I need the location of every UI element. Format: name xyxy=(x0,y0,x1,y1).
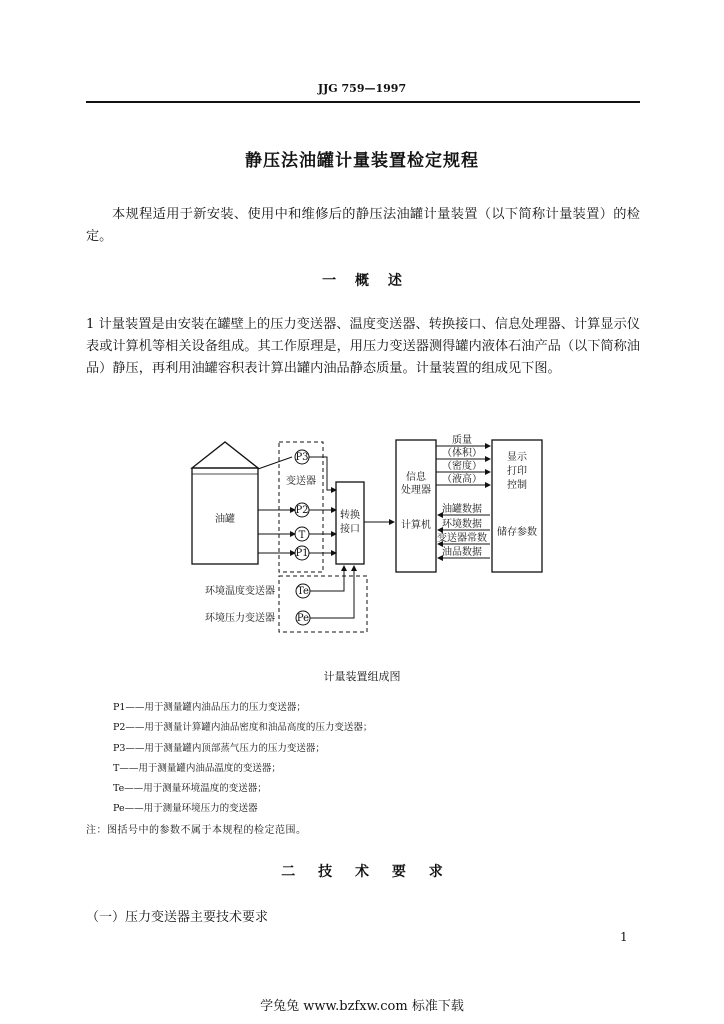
output-1: 质量 xyxy=(452,435,472,446)
page-number: 1 xyxy=(620,930,628,944)
standard-code: JJG 759—1997 xyxy=(317,82,407,95)
display-label-1: 显示 xyxy=(507,452,527,463)
p2-symbol: P2 xyxy=(295,505,309,516)
input-2: 环境数据 xyxy=(442,519,482,530)
display-label-3: 控制 xyxy=(507,480,527,491)
input-1: 油罐数据 xyxy=(442,504,482,515)
header-rule xyxy=(86,101,640,103)
subsection1-heading: （一）压力变送器主要技术要求 xyxy=(86,910,269,925)
clause1-paragraph: 1 计量装置是由安装在罐壁上的压力变送器、温度变送器、转换接口、信息处理器、计算显示仪表或计算机等相关设备组成。其工作原理是，用压力变送器测得罐内液体石油产品（以下简称油品）静压，再利用油罐容积表计算出罐内油品静态质量。计量装置的组成见下图。 xyxy=(86,317,640,376)
p1-symbol: P1 xyxy=(295,548,309,559)
processor-label-1: 信息 xyxy=(406,472,426,483)
output-4: （液高） xyxy=(442,474,482,485)
processor-label-2: 处理器 xyxy=(401,485,431,496)
computer-label: 计算机 xyxy=(401,520,431,531)
transmitter-label: 变送器 xyxy=(286,476,316,487)
input-4: 油品数据 xyxy=(442,547,482,558)
interface-label-1: 转换 xyxy=(340,510,360,521)
env-press-label: 环境压力变送器 xyxy=(205,613,275,624)
document-title: 静压法油罐计量装置检定规程 xyxy=(245,151,479,171)
legend-item: Pe——用于测量环境压力的变送器 xyxy=(113,803,258,814)
figure-caption: 计量装置组成图 xyxy=(323,670,401,683)
pe-symbol: Pe xyxy=(296,613,310,624)
legend-item: P3——用于测量罐内顶部蒸气压力的压力变送器； xyxy=(113,743,325,754)
oil-tank xyxy=(192,442,258,564)
section1-heading: 一 概 述 xyxy=(322,273,402,289)
interface-label-2: 接口 xyxy=(340,524,360,535)
storage-label: 储存参数 xyxy=(497,527,537,538)
te-symbol: Te xyxy=(297,586,309,597)
input-3: 变送器常数 xyxy=(437,533,487,544)
footer-watermark: 学兔兔 www.bzfxw.com 标准下载 xyxy=(260,999,464,1014)
section2-heading: 二 技 术 要 求 xyxy=(281,864,443,880)
tank-label: 油罐 xyxy=(215,514,235,525)
output-3: （密度） xyxy=(442,461,482,472)
system-diagram xyxy=(170,430,570,662)
p3-symbol: P3 xyxy=(295,452,309,463)
legend-item: T——用于测量罐内油品温度的变送器； xyxy=(113,763,281,774)
figure-note: 注：图括号中的参数不属于本规程的检定范围。 xyxy=(86,825,307,836)
legend-item: P2——用于测量计算罐内油品密度和油品高度的压力变送器； xyxy=(113,722,373,733)
intro-paragraph: 本规程适用于新安装、使用中和维修后的静压法油罐计量装置（以下简称计量装置）的检定。 xyxy=(86,207,640,244)
legend-item: Te——用于测量环境温度的变送器； xyxy=(113,783,267,794)
t-symbol: T xyxy=(298,530,306,541)
legend-item: P1——用于测量罐内油品压力的压力变送器； xyxy=(113,702,306,713)
env-temp-label: 环境温度变送器 xyxy=(205,586,275,597)
output-2: （体积） xyxy=(442,448,482,459)
display-label-2: 打印 xyxy=(507,466,527,477)
